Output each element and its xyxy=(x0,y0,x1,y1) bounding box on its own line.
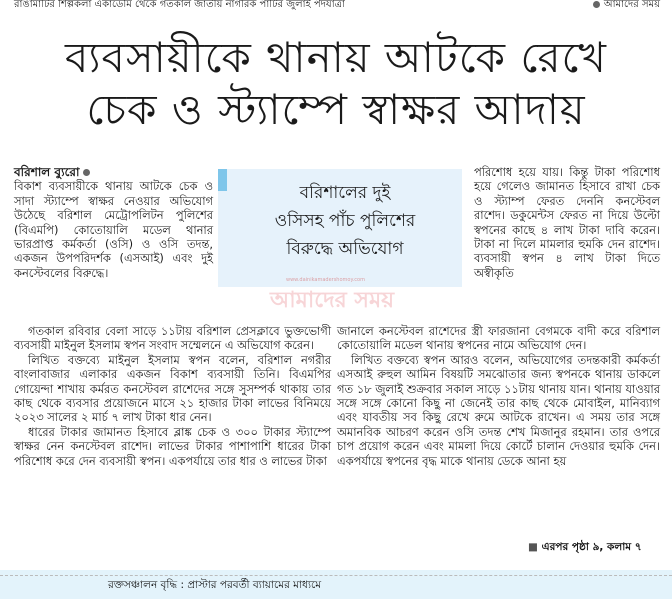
pull-quote-line-1: বরিশালের দুই xyxy=(299,183,391,203)
article-paragraph: লিখিত বক্তব্যে মাইনুল ইসলাম স্বপন বলেন, বরিশাল নগরীর বাংলাবাজার এলাকার একজন বিকাশ ব্যবসায়ী তিনি। বিএমপির গোয়েন্দা শাখায় কর্মরত কনস্টেবল রাশেদের সঙ্গে সুসম্পর্ক থাকায় তার কাছ থেকে ব্যবসার প্রয়োজনে মাসে ২১ হাজার টাকা লাভের বিনিময়ে ২০২৩ সালের ২ মার্চ ৭ লাখ টাকা ধার নেন। xyxy=(14,352,331,425)
watermark-url: www.dainikamadershomoy.com xyxy=(286,277,365,283)
top-bar xyxy=(0,0,672,14)
article-paragraph: লিখিত বক্তব্যে স্বপন আরও বলেন, অভিযোগের তদন্তকারী কর্মকর্তা এসআই রুহুল আমিন বিষয়টি সমঝোতার জন্য স্বপনকে থানায় ডাকলে গত ১৮ জুলাই শুক্রবার সকাল সাড়ে ১১টায় থানায় যান। থানায় যাওয়ার সঙ্গে সঙ্গে কোনো কিছু না জেনেই তার কাছ থেকে মোবাইল, মানিব্যাগ এবং যাবতীয় সব কিছু রেখে রুমে আটকে রাখেন। এ সময় তার সঙ্গে অমানবিক আচরণ করেন ওসি তদন্ত শেখ মিজানুর রহমান। তার ওপরে চাপ প্রয়োগ করেন এবং মামলা দিয়ে কোর্টে চালান দেওয়ার হুমকি দেন। একপর্যায়ে স্বপনের বৃদ্ধ মাকে থানায় ডেকে আনা হয় xyxy=(337,352,660,468)
continuation-note: ■ এরপর পৃষ্ঠা ৯, কলাম ৭ xyxy=(528,541,642,553)
article-paragraph: জানালে কনস্টেবল রাশেদের স্ত্রী ফারজানা বেগমকে বাদী করে বরিশাল কোতোয়ালি মডেল থানায় স্বপনের নামে অভিযোগ দেন। xyxy=(337,324,660,353)
pull-quote-box xyxy=(218,169,462,287)
top-bar-source: আমাদের সময় xyxy=(603,0,660,10)
bottom-strip-text: রক্তসঞ্চালন বৃদ্ধি : প্রাস্টার পরবর্তী ব্যায়ামের মাধ্যমে xyxy=(108,579,322,591)
headline-line-1: ব্যবসায়ীকে থানায় আটকে রেখে xyxy=(64,33,608,82)
article-paragraph: গতকাল রবিবার বেলা সাড়ে ১১টায় বরিশাল প্রেসক্লাবে ভুক্তভোগী ব্যবসায়ী মাইনুল ইসলাম স্বপন সংবাদ সম্মেলনে এ অভিযোগ করেন। xyxy=(14,324,331,353)
top-bar-left-text: রাঙামাটির শিল্পকলা একাডেমি থেকে গতকাল জাতীয় নাগরিক পার্টির জুলাই পদযাত্রা xyxy=(14,0,345,10)
headline-line-2: চেক ও স্ট্যাম্পে স্বাক্ষর আদায় xyxy=(86,85,586,134)
headline xyxy=(0,32,672,136)
divider xyxy=(0,575,672,577)
column-right-wide xyxy=(337,324,660,468)
article-paragraph: ধারের টাকার জামানত হিসাবে ব্লাঙ্ক চেক ও ৩০০ টাকার স্ট্যাম্পে স্বাক্ষর নেন কনস্টেবল রাশেদ। লাভের টাকার পাশাপাশি ধারের টাকা পরিশোধ করে দেন ব্যবসায়ী স্বপন। একপর্যায়ে তার ধার ও লাভের টাকা xyxy=(14,424,331,468)
watermark-logo xyxy=(270,277,395,320)
bullet-icon xyxy=(83,169,90,176)
column-right-top xyxy=(474,165,660,280)
watermark-text: আমাদের সময় xyxy=(270,288,395,313)
top-bar-right-text xyxy=(589,0,660,12)
bullet-icon xyxy=(593,1,600,8)
pull-quote-accent xyxy=(218,169,227,191)
pull-quote-line-2: ওসিসহ পাঁচ পুলিশের xyxy=(274,211,416,231)
column-left-wide xyxy=(14,324,331,468)
article-paragraph: বিকাশ ব্যবসায়ীকে থানায় আটকে চেক ও সাদা স্ট্যাম্পে স্বাক্ষর নেওয়ার অভিযোগ উঠেছে বরিশাল মেট্রোপলিটন পুলিশের (বিএমপি) কোতোয়ালি মডেল থানার ভারপ্রাপ্ত কর্মকর্তা (ওসি) ও ওসি তদন্ত, একজন উপপরিদর্শক (এসআই) এবং দুই কনস্টেবলের বিরুদ্ধে। xyxy=(14,179,213,280)
article-paragraph: পরিশোধ হয়ে যায়। কিন্তু টাকা পরিশোধ হয়ে গেলেও জামানত হিসাবে রাখা চেক ও স্ট্যাম্প ফেরত দেননি কনস্টেবল রাশেদ। ডকুমেন্টস ফেরত না দিয়ে উল্টো স্বপনের কাছে ৪ লাখ টাকা দাবি করেন। টাকা না দিলে মামলার হুমকি দেন রাশেদ। ব্যবসায়ী স্বপন ৪ লাখ টাকা দিতে অস্বীকৃতি xyxy=(474,165,660,280)
byline: বরিশাল ব্যুরো xyxy=(14,165,80,179)
bottom-strip xyxy=(0,570,672,599)
continuation-text: এরপর পৃষ্ঠা ৯, কলাম ৭ xyxy=(541,541,642,553)
pull-quote-line-3: বিরুদ্ধে অভিযোগ xyxy=(286,239,404,259)
column-left xyxy=(14,165,213,280)
